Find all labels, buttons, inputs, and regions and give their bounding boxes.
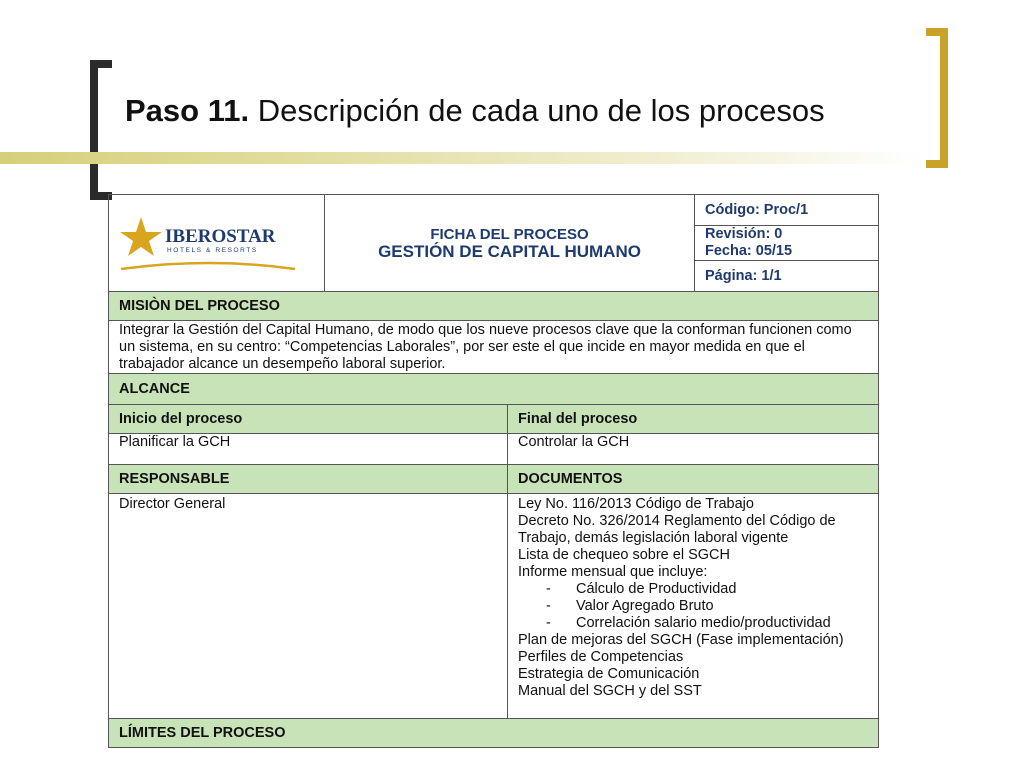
mision-header: MISIÒN DEL PROCESO [109, 292, 879, 321]
fecha-value: Fecha: 05/15 [705, 243, 793, 259]
final-value: Controlar la GCH [508, 434, 879, 465]
title-underline-band [0, 152, 926, 164]
final-header: Final del proceso [508, 405, 879, 434]
revision-fecha-cell [695, 226, 879, 261]
star-icon [120, 217, 162, 256]
logo-swoosh [121, 263, 295, 269]
responsable-header: RESPONSABLE [109, 465, 508, 494]
limites-header: LÍMITES DEL PROCESO [109, 719, 879, 748]
documento-item: Perfiles de Competencias [518, 649, 684, 665]
ficha-label: FICHA DEL PROCESO [430, 226, 589, 243]
logo-cell [109, 195, 325, 292]
documentos-header: DOCUMENTOS [508, 465, 879, 494]
responsable-value: Director General [109, 494, 508, 719]
slide-title [125, 93, 825, 129]
process-name: GESTIÓN DE CAPITAL HUMANO [378, 242, 641, 261]
mision-text: Integrar la Gestión del Capital Humano, de modo que los nueve procesos clave que la conforman funcionen como un sistema, en su centro: “Competencias Laborales”, por ser este el que incide en mayor medida en que el trabajador alcance un desempeño laboral superior. [109, 321, 879, 374]
documento-subitem: - Cálculo de Productividad [546, 581, 737, 597]
inicio-value: Planificar la GCH [109, 434, 508, 465]
documento-item: Lista de chequeo sobre el SGCH [518, 547, 730, 563]
dash-bullet: - [546, 581, 551, 597]
documento-subitem: - Valor Agregado Bruto [546, 598, 714, 614]
logo-name: IBEROSTAR [165, 226, 276, 247]
left-bracket-decoration [90, 60, 112, 200]
dash-bullet: - [546, 615, 551, 631]
documento-item: Manual del SGCH y del SST [518, 683, 702, 699]
revision-value: Revisión: 0 [705, 226, 783, 242]
documento-subitem: - Correlación salario medio/productividad [546, 615, 831, 631]
alcance-header: ALCANCE [109, 374, 879, 405]
slide-title-step: Paso 11. [125, 93, 250, 128]
documento-item: Plan de mejoras del SGCH (Fase implementación) [518, 632, 844, 648]
iberostar-logo [119, 213, 299, 273]
right-bracket-decoration [926, 28, 948, 168]
process-sheet-table [108, 194, 879, 748]
inicio-header: Inicio del proceso [109, 405, 508, 434]
logo-tagline: HOTELS & RESORTS [167, 247, 258, 254]
codigo-cell: Código: Proc/1 [695, 195, 879, 226]
documento-item: Informe mensual que incluye: [518, 564, 708, 580]
documento-item: Ley No. 116/2013 Código de Trabajo [518, 496, 754, 512]
documentos-list [508, 494, 879, 719]
slide-title-text: Descripción de cada uno de los procesos [249, 93, 825, 128]
dash-bullet: - [546, 598, 551, 614]
documento-item: Estrategia de Comunicación [518, 666, 700, 682]
pagina-cell: Página: 1/1 [695, 261, 879, 292]
ficha-title-cell [325, 195, 695, 292]
documento-item: Decreto No. 326/2014 Reglamento del Código de Trabajo, demás legislación laboral vigente [518, 513, 836, 546]
